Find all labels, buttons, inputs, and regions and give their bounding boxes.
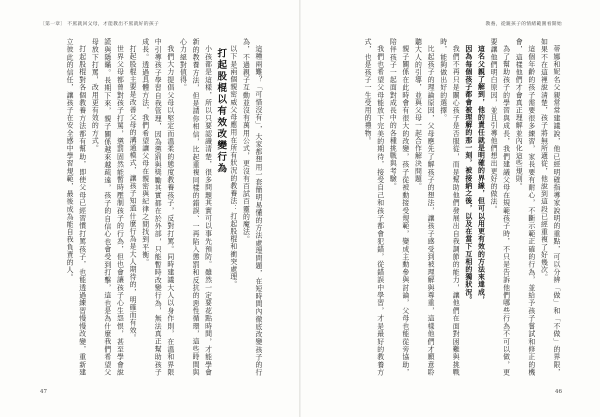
right-paragraph-5: 比起孩子的理論原因，父母應先了解孩子的想法，讓孩子感受到被理解與尊重，這樣他們才願意聆聽大人的引導，並與父母一起合作解決問題。 bbox=[413, 38, 435, 376]
left-page-body bbox=[38, 38, 264, 376]
right-paragraph-2: 這個年齡的孩子需要很多練習，家長要有耐心，不斷示範正確的行為，並給予孩子嘗試和修正的機會，這樣他們才會真正理解並內化這些規則。 bbox=[514, 38, 535, 376]
running-head-right: 教養，從親孩子的情緒範圍看開始 bbox=[485, 22, 562, 27]
running-head-left: 〔第一章〕 不罵就回父母，才能教出不罵就好的孩子 bbox=[40, 22, 160, 27]
left-paragraph-3: 小孩都是這樣，所以只要認識清楚，很多問題其實可以事先預防。雖然一定要花點時間，才能學會新的教養方法，但是請你相信，比起重複同樣的錯誤、一再陷入懲罰和反抗的惡性循環，這些時間與心力絕對值得。 bbox=[178, 38, 212, 376]
left-paragraph-5: 打起股棍主要是改善父母的溝通模式，讓孩子知道什麼行為是大人期待的，明確而有效。 bbox=[128, 44, 137, 342]
right-page-body bbox=[327, 38, 562, 376]
emphasis-sentence-b: 因為每個孩子都會被理解的那一刻，被接納之後，以及在當下互相的獨狀況。 bbox=[463, 44, 472, 304]
left-paragraph-6: 世界父母都曾對孩子打罵，懲罰固然能暫時壓制孩子的行為，但也會讓孩子心生怨恨，甚至學會說謊與隱瞞。長期下來，親子關係越來越疏遠，孩子的自信心也會受到打擊，這也是為什麼我們希望父母放下打罵，改用更有效的方式。 bbox=[90, 38, 124, 376]
right-paragraph-6: 親子關係在此時會有很大的改變，孩子從被動接受規範，變成主動參與討論，父母也能從旁協助，陪伴孩子一起面對成長中的各種挑戰與考驗。 bbox=[388, 38, 409, 376]
right-paragraph-4: 我們不再只是關心孩子是否服從，而是幫助他們發展出自我調節的能力，讓他們在面對困難與挑戰時，能夠做出好的選擇。 bbox=[438, 38, 460, 376]
right-paragraph-3: 為了幫助孩子的學習與成長，我們建議父母在規範孩子時，不只是告訴他們哪些行為不可以做，更要讓他們明白原因，並且引導他們想出更好的做法。 bbox=[489, 38, 510, 376]
section-heading: 打起股棍以有效改變行為 bbox=[215, 47, 227, 174]
right-paragraph-1: 蒂娜和妮名父親常常建議說，他已經明確指導家說明的重點，可以分辨「做」和「不做」的界限，如果不在這裡說清楚，孩子將無所適從，他說到這段已經重複了好幾次。 bbox=[539, 38, 560, 376]
emphasis-sentence-a: 這名父親了解到，他的責任就是明確的界線，但可以用更有效的方法來達成， bbox=[476, 44, 485, 304]
left-paragraph-1: 這種兩難？「可惜沒有」，大家都想用一套簡明易懂的方法處理問題，在短時間內徹底改變孩子的行為，不過親子互動並沒有萬用公式，更沒有百試百靈的魔法。 bbox=[241, 38, 262, 376]
left-page bbox=[0, 0, 299, 417]
right-paragraph-7: 我們也希望父母能放下完美的期待，接受自己和孩子都會犯錯，從錯誤中學習，才是最好的教養方式，也是孩子一生受用的禮物。 bbox=[363, 38, 384, 376]
page-number-right: 46 bbox=[555, 389, 562, 395]
right-page bbox=[301, 0, 600, 417]
left-paragraph-7: 打起股棍對各個教養方法都有幫助，即使父母已經習慣打罵孩子，也能透過練習慢慢改變，重新建立彼此的信任，讓孩子在安全感中學習規範，最後成為能自我負責的人。 bbox=[65, 38, 86, 376]
left-paragraph-4: 我們大力提倡父母以堅定而溫柔的態度教養孩子，反對打罵。同時建議大人以身作則，在溫和界限中引導孩子學習自我管理，因為懲罰與獎勵其實都在於外部，只能暫時改變行為，無法真正幫助孩子成長。透過具體方法，我們希望讓父母在親密與紀律之間找到平衡。 bbox=[140, 38, 174, 376]
left-paragraph-2: 以下是兩個親密威父母應用在所有狀況的教養法：打起股棍和衝突處理。 bbox=[228, 44, 237, 289]
page-number-left: 47 bbox=[40, 389, 47, 395]
